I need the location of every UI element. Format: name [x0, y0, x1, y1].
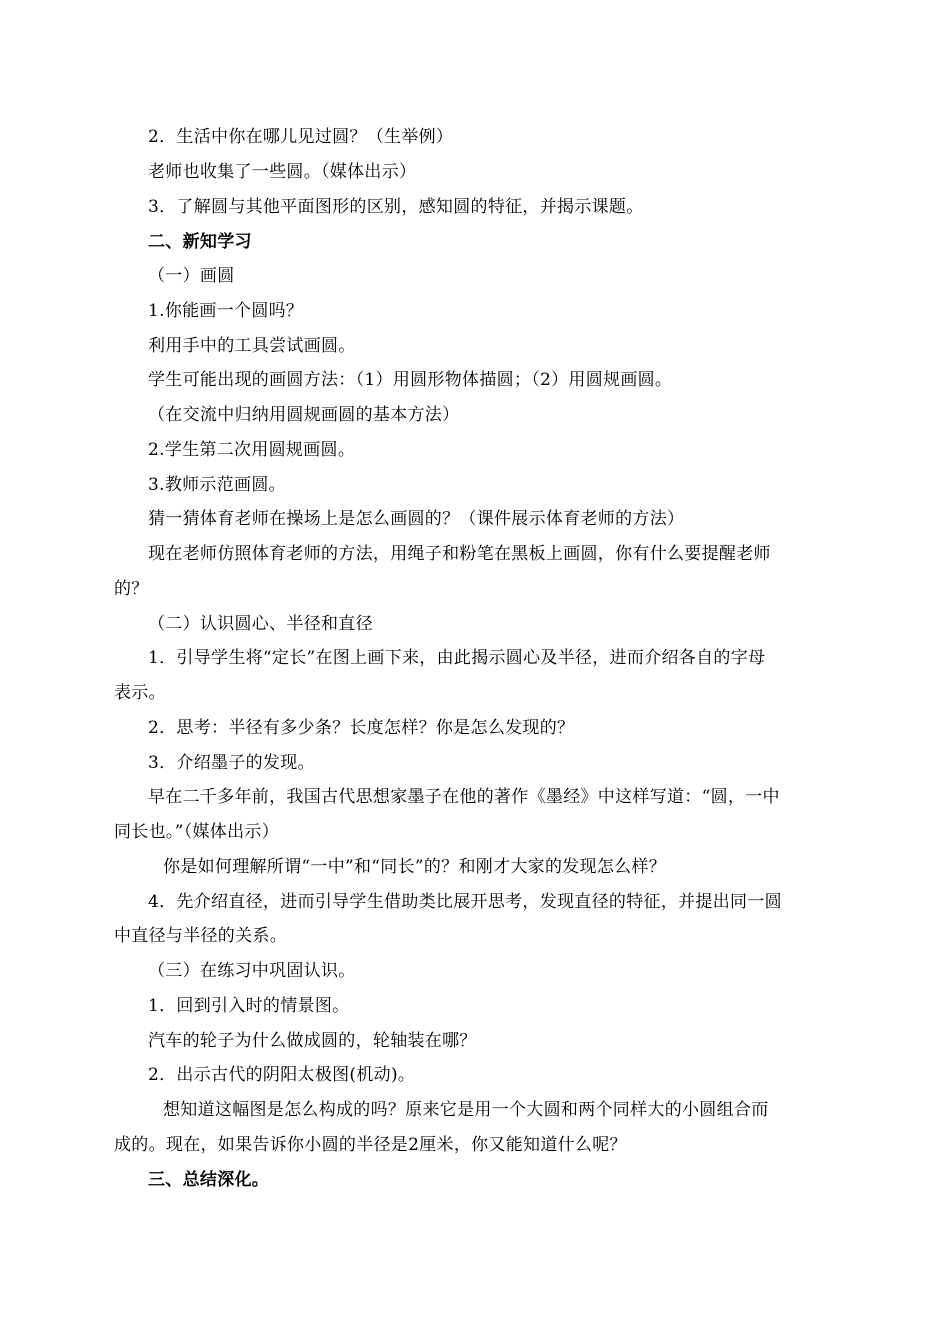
text-line: 学生可能出现的画圆方法：（1）用圆形物体描圆；（2）用圆规画圆。 — [148, 370, 673, 390]
subsection-heading: （一）画圆 — [148, 266, 235, 286]
text-line: 1．引导学生将“定长”在图上画下来，由此揭示圆心及半径，进而介绍各自的字母 — [148, 648, 766, 668]
text-line: 2．生活中你在哪儿见过圆？（生举例） — [148, 127, 454, 147]
text-line: 现在老师仿照体育老师的方法，用绳子和粉笔在黑板上画圆，你有什么要提醒老师 — [148, 544, 771, 564]
text-line: 2．出示古代的阴阳太极图(机动)。 — [148, 1065, 416, 1085]
text-line: 成的。现在，如果告诉你小圆的半径是2厘米，你又能知道什么呢？ — [114, 1135, 627, 1155]
text-line: 2．思考：半径有多少条？长度怎样？你是怎么发现的？ — [148, 718, 575, 738]
text-line: 你是如何理解所谓“一中”和“同长”的？和刚才大家的发现怎么样？ — [163, 857, 667, 877]
text-line: 老师也收集了一些圆。（媒体出示） — [148, 162, 417, 182]
text-line: （在交流中归纳用圆规画圆的基本方法） — [148, 405, 460, 425]
text-line: 利用手中的工具尝试画圆。 — [148, 336, 356, 356]
text-line: 中直径与半径的关系。 — [114, 926, 287, 946]
text-line: 早在二千多年前，我国古代思想家墨子在他的著作《墨经》中这样写道：“圆，一中 — [148, 787, 780, 807]
text-line: 1.你能画一个圆吗？ — [148, 301, 304, 321]
text-line: 表示。 — [114, 683, 166, 703]
text-line: 1．回到引入时的情景图。 — [148, 996, 350, 1016]
section-heading: 三、总结深化。 — [148, 1170, 270, 1190]
text-line: 想知道这幅图是怎么构成的吗？原来它是用一个大圆和两个同样大的小圆组合而 — [163, 1100, 769, 1120]
text-line: 3.教师示范画圆。 — [148, 475, 286, 495]
text-line: 3．介绍墨子的发现。 — [148, 753, 315, 773]
text-line: 4．先介绍直径，进而引导学生借助类比展开思考，发现直径的特征，并提出同一圆 — [148, 892, 782, 912]
section-heading: 二、新知学习 — [148, 232, 252, 252]
text-line: 的？ — [114, 579, 149, 599]
subsection-heading: （三）在练习中巩固认识。 — [148, 961, 356, 981]
text-line: 2.学生第二次用圆规画圆。 — [148, 440, 356, 460]
text-line: 猜一猜体育老师在操场上是怎么画圆的？（课件展示体育老师的方法） — [148, 509, 685, 529]
text-line: 3．了解圆与其他平面图形的区别，感知圆的特征，并揭示课题。 — [148, 197, 644, 217]
text-line: 汽车的轮子为什么做成圆的，轮轴装在哪？ — [148, 1031, 477, 1051]
subsection-heading: （二）认识圆心、半径和直径 — [148, 614, 373, 634]
text-line: 同长也。”（媒体出示） — [114, 822, 279, 842]
